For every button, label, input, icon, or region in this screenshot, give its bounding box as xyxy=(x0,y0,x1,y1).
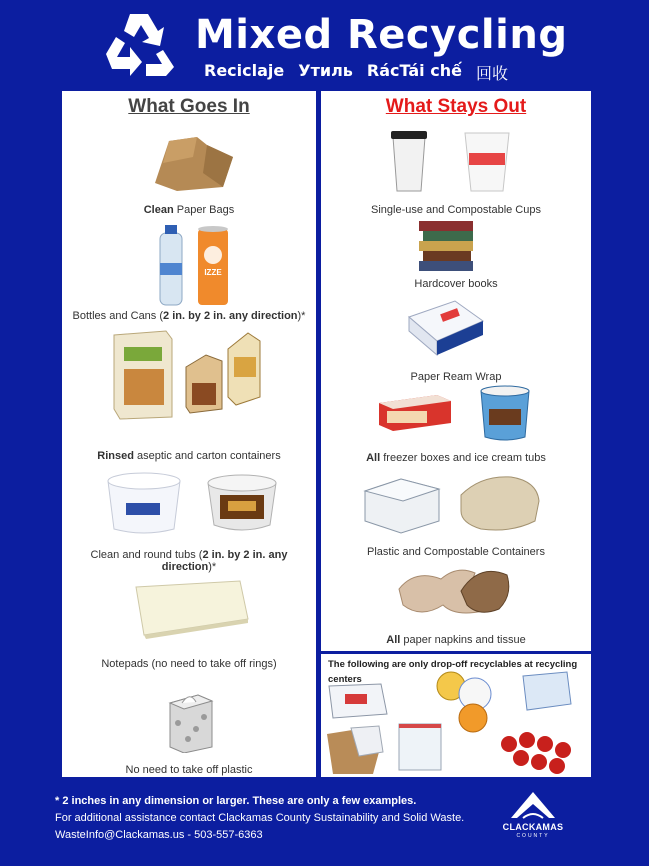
dropoff-panel xyxy=(321,654,591,777)
translations xyxy=(204,61,508,84)
cups-image xyxy=(389,127,519,193)
notepad-image xyxy=(130,579,252,639)
translation-spanish: Reciclaje xyxy=(204,61,285,80)
caption-cartons: Rinsed aseptic and carton containers xyxy=(97,450,281,462)
carton-containers-image xyxy=(110,327,270,422)
paper-ream-image xyxy=(405,297,485,357)
caption-books: Hardcover books xyxy=(414,278,498,290)
county-sub: COUNTY xyxy=(516,833,550,839)
page-title: Mixed Recycling xyxy=(195,12,568,58)
caption-ream-wrap: Paper Ream Wrap xyxy=(410,371,502,383)
napkins-image xyxy=(395,561,515,625)
bottle-and-can-image xyxy=(152,223,242,307)
paper-bag-image xyxy=(147,133,237,191)
footer-email-phone[interactable]: WasteInfo@Clackamas.us - 503-557-6363 xyxy=(55,829,263,841)
caption-napkins: All paper napkins and tissue xyxy=(386,634,526,646)
svg-text:IZZE: IZZE xyxy=(204,268,222,277)
what-stays-out-heading: What Stays Out xyxy=(385,96,527,117)
hardcover-books-image xyxy=(417,217,477,273)
what-stays-out-panel xyxy=(321,91,591,651)
dropoff-heading: The following are only drop-off recyclables at recycling centers xyxy=(328,659,578,685)
footer-contact: For additional assistance contact Clackamas County Sustainability and Solid Waste. xyxy=(55,812,465,824)
dropoff-items-image xyxy=(325,670,589,776)
caption-paper-bags: Clean Paper Bags xyxy=(143,204,235,216)
freezer-boxes-image xyxy=(377,385,535,445)
caption-tubs: Clean and round tubs (2 in. by 2 in. any direction)* xyxy=(90,549,288,573)
caption-bottles-cans: Bottles and Cans (2 in. by 2 in. any direction)* xyxy=(72,310,306,322)
footer xyxy=(55,793,464,844)
round-tubs-image xyxy=(104,469,284,539)
tissue-box-image xyxy=(166,689,216,753)
what-goes-in-panel xyxy=(62,91,316,777)
translation-chinese: 回收 xyxy=(475,64,508,83)
translation-vietnamese: RácTái chế xyxy=(366,61,462,80)
recycle-icon xyxy=(100,10,178,82)
caption-freezer-boxes: All freezer boxes and ice cream tubs xyxy=(366,452,546,464)
county-name: CLACKAMAS xyxy=(502,822,564,832)
footer-note: * 2 inches in any dimension or larger. These are only a few examples. xyxy=(55,795,417,807)
caption-containers: Plastic and Compostable Containers xyxy=(367,546,545,558)
caption-tissue-box: No need to take off plastic xyxy=(125,764,253,776)
caption-notepads: Notepads (no need to take off rings) xyxy=(101,658,277,670)
what-goes-in-heading: What Goes In xyxy=(128,96,250,117)
containers-image xyxy=(361,471,551,537)
caption-cups: Single-use and Compostable Cups xyxy=(371,204,541,216)
translation-russian: Утиль xyxy=(298,61,353,80)
